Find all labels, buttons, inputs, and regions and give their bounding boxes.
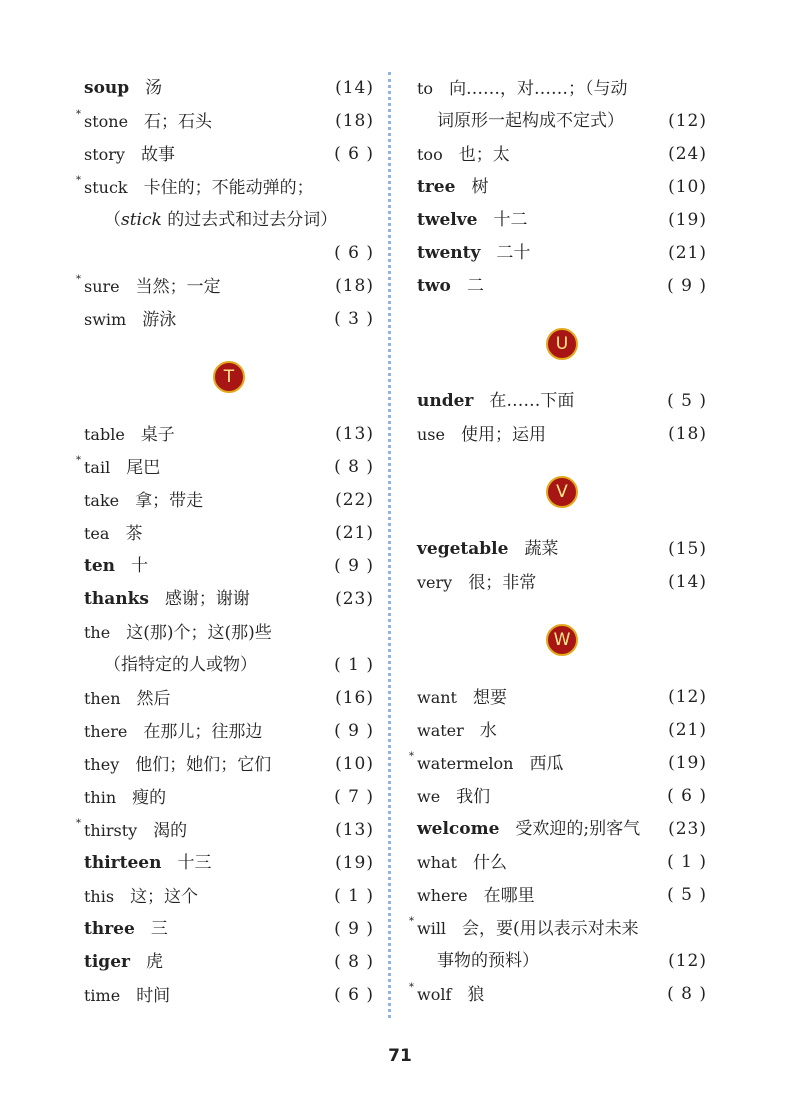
- entry-meaning-italic: stick: [121, 210, 162, 230]
- entry-page: ( 6 ): [667, 786, 707, 806]
- entry-meaning: 也；太: [458, 145, 510, 165]
- entry-page: ( 1 ): [667, 852, 707, 872]
- entry-word: want: [417, 688, 457, 707]
- entry-water: [417, 714, 707, 747]
- entry-word: ten: [84, 556, 116, 576]
- entry-meaning: 游泳: [142, 310, 177, 330]
- asterisk-mark: *: [76, 455, 81, 466]
- entry-meaning: 桌子: [140, 425, 175, 445]
- entry-word: thanks: [84, 589, 149, 609]
- entry-word: thin: [84, 788, 117, 807]
- entry-vegetable: [417, 533, 707, 566]
- entry-word: to: [417, 79, 434, 98]
- entry-where: [417, 879, 707, 912]
- entry-watermelon: [409, 747, 707, 780]
- entry-meaning: 瘦的: [132, 788, 167, 808]
- entry-page: (18): [668, 424, 707, 444]
- entry-meaning: 向……，对……；（与动: [449, 79, 628, 99]
- entry-wolf: [409, 978, 707, 1011]
- entry-meaning: 茶: [125, 524, 143, 544]
- entry-under: [417, 385, 707, 418]
- entry-word: take: [84, 491, 120, 510]
- entry-meaning: 尾巴: [126, 458, 161, 478]
- entry-meaning: 十: [131, 556, 149, 576]
- entry-page: (18): [335, 276, 374, 296]
- entry-word: stone: [84, 112, 129, 131]
- entry-meaning: 然后: [136, 689, 171, 709]
- entry-we: [417, 780, 707, 813]
- entry-meaning: 渴的: [153, 821, 188, 841]
- entry-twelve: [417, 204, 707, 237]
- entry-meaning: 十二: [493, 210, 528, 230]
- entry-meaning: 在哪里: [483, 886, 535, 906]
- entry-page: (19): [335, 853, 374, 873]
- entry-page: (23): [335, 589, 374, 609]
- entry-to-continuation: [417, 105, 707, 138]
- right-column: [409, 72, 707, 1011]
- entry-word: then: [84, 689, 121, 708]
- entry-page: (10): [668, 177, 707, 197]
- asterisk-mark: *: [76, 109, 81, 120]
- entry-page: ( 1 ): [334, 886, 374, 906]
- entry-meaning: 在那儿；往那边: [143, 722, 263, 742]
- entry-word: wolf: [417, 985, 452, 1004]
- entry-meaning: 西瓜: [529, 754, 564, 774]
- entry-meaning: （指特定的人或物）: [104, 655, 257, 675]
- entry-word: this: [84, 887, 115, 906]
- entry-word: stuck: [84, 178, 128, 197]
- entry-meaning: 故事: [140, 145, 175, 165]
- entry-word: under: [417, 391, 474, 411]
- entry-will: [409, 912, 707, 945]
- entry-stuck: [76, 171, 374, 204]
- entry-twenty: [417, 237, 707, 270]
- entry-word: thirsty: [84, 821, 138, 840]
- entry-page: ( 9 ): [334, 919, 374, 939]
- entry-meaning: 这(那)个；这(那)些: [126, 623, 272, 643]
- entry-will-continuation: [417, 945, 707, 978]
- entry-stuck-page-line: [84, 237, 374, 270]
- entry-page: (18): [335, 111, 374, 131]
- entry-thanks: [84, 583, 374, 616]
- entry-word: two: [417, 276, 451, 296]
- entry-three: [84, 913, 374, 946]
- entry-word: table: [84, 425, 125, 444]
- entry-meaning-rest: 的过去式和过去分词）: [161, 210, 338, 230]
- entry-welcome: [417, 813, 707, 846]
- entry-want: [417, 681, 707, 714]
- entry-meaning: 水: [479, 721, 497, 741]
- entry-thirsty: [76, 814, 374, 847]
- entry-page: ( 9 ): [334, 556, 374, 576]
- letter-badge-u: U: [546, 328, 578, 360]
- entry-page: ( 5 ): [667, 391, 707, 411]
- entry-page: ( 5 ): [667, 885, 707, 905]
- entry-page: (23): [668, 819, 707, 839]
- entry-stuck-continuation: [84, 204, 374, 237]
- entry-meaning: 卡住的；不能动弹的；: [143, 178, 314, 198]
- left-column: [76, 72, 374, 1012]
- letter-badge-v: V: [546, 476, 578, 508]
- entry-meaning: 受欢迎的;别客气: [515, 819, 641, 839]
- asterisk-mark: *: [76, 818, 81, 829]
- entry-ten: [84, 550, 374, 583]
- asterisk-mark: *: [76, 175, 81, 186]
- entry-page: (14): [668, 572, 707, 592]
- entry-use: [417, 418, 707, 451]
- entry-meaning: 这；这个: [130, 887, 199, 907]
- entry-thin: [84, 781, 374, 814]
- entry-meaning: 三: [150, 919, 168, 939]
- entry-this: [84, 880, 374, 913]
- entry-meaning: 时间: [136, 986, 171, 1006]
- entry-meaning: 感谢；谢谢: [164, 589, 250, 609]
- entry-page: (19): [668, 210, 707, 230]
- entry-word: tiger: [84, 952, 130, 972]
- entry-swim: [84, 303, 374, 336]
- entry-word: too: [417, 145, 443, 164]
- entry-meaning: 汤: [145, 78, 163, 98]
- section-header-w: [417, 599, 707, 681]
- entry-page: (15): [668, 539, 707, 559]
- entry-word: twelve: [417, 210, 478, 230]
- entry-word: sure: [84, 277, 120, 296]
- entry-page: (12): [668, 687, 707, 707]
- entry-tiger: [84, 946, 374, 979]
- entry-page: (22): [335, 490, 374, 510]
- entry-page: (21): [668, 243, 707, 263]
- entry-two: [417, 270, 707, 303]
- entry-page: ( 9 ): [334, 721, 374, 741]
- entry-very: [417, 566, 707, 599]
- entry-sure: [76, 270, 374, 303]
- entry-meaning: 拿；带走: [135, 491, 204, 511]
- asterisk-mark: *: [76, 274, 81, 285]
- entry-table: [84, 418, 374, 451]
- asterisk-mark: *: [409, 751, 414, 762]
- entry-page: ( 8 ): [334, 952, 374, 972]
- entry-the: [84, 616, 374, 649]
- entry-word: vegetable: [417, 539, 509, 559]
- entry-word: story: [84, 145, 125, 164]
- entry-tree: [417, 171, 707, 204]
- entry-word: they: [84, 755, 120, 774]
- entry-page: (21): [668, 720, 707, 740]
- entry-meaning: 二十: [496, 243, 531, 263]
- entry-meaning: 想要: [472, 688, 507, 708]
- entry-meaning-open: （: [104, 210, 121, 230]
- entry-page: ( 7 ): [334, 787, 374, 807]
- section-header-u: [417, 303, 707, 385]
- entry-word: swim: [84, 310, 127, 329]
- entry-word: will: [417, 919, 447, 938]
- section-header-t: [84, 336, 374, 418]
- entry-page: ( 8 ): [667, 984, 707, 1004]
- entry-meaning: 在……下面: [489, 391, 575, 411]
- entry-word: tea: [84, 524, 110, 543]
- entry-thirteen: [84, 847, 374, 880]
- entry-word: very: [417, 573, 453, 592]
- entry-then: [84, 682, 374, 715]
- entry-meaning: 事物的预料）: [437, 951, 539, 971]
- entry-word: soup: [84, 78, 130, 98]
- entry-meaning: 很；非常: [468, 573, 537, 593]
- entry-meaning: 十三: [177, 853, 212, 873]
- entry-page: (12): [668, 111, 707, 131]
- entry-page: (12): [668, 951, 707, 971]
- column-divider: [388, 72, 391, 1018]
- entry-page: (19): [668, 753, 707, 773]
- letter-badge-t: T: [213, 361, 245, 393]
- entry-meaning: 虎: [145, 952, 163, 972]
- entry-there: [84, 715, 374, 748]
- entry-page: (24): [668, 144, 707, 164]
- entry-take: [84, 484, 374, 517]
- entry-too: [417, 138, 707, 171]
- entry-word: the: [84, 623, 111, 642]
- entry-word: twenty: [417, 243, 481, 263]
- entry-meaning: 词原形一起构成不定式）: [437, 111, 624, 131]
- entry-word: tree: [417, 177, 456, 197]
- entry-page: ( 6 ): [334, 144, 374, 164]
- entry-meaning: 我们: [456, 787, 491, 807]
- entry-meaning: 当然；一定: [135, 277, 221, 297]
- entry-page: (14): [335, 78, 374, 98]
- entry-page: (13): [335, 424, 374, 444]
- entry-page: (21): [335, 523, 374, 543]
- entry-word: what: [417, 853, 457, 872]
- entry-page: ( 1 ): [334, 655, 374, 675]
- entry-meaning: 树: [471, 177, 489, 197]
- asterisk-mark: *: [409, 916, 414, 927]
- entry-word: where: [417, 886, 468, 905]
- entry-page: (10): [335, 754, 374, 774]
- asterisk-mark: *: [409, 982, 414, 993]
- entry-page: ( 9 ): [667, 276, 707, 296]
- entry-word: we: [417, 787, 441, 806]
- entry-story: [84, 138, 374, 171]
- entry-word: three: [84, 919, 135, 939]
- entry-page: ( 3 ): [334, 309, 374, 329]
- entry-word: use: [417, 425, 445, 444]
- entry-stone: [76, 105, 374, 138]
- entry-meaning: 使用；运用: [460, 425, 546, 445]
- entry-soup: [84, 72, 374, 105]
- entry-meaning: 狼: [467, 985, 485, 1005]
- section-header-v: [417, 451, 707, 533]
- entry-word: thirteen: [84, 853, 162, 873]
- entry-word: time: [84, 986, 121, 1005]
- entry-page: ( 8 ): [334, 457, 374, 477]
- entry-they: [84, 748, 374, 781]
- entry-time: [84, 979, 374, 1012]
- entry-to: [417, 72, 707, 105]
- entry-word: welcome: [417, 819, 500, 839]
- entry-tail: [76, 451, 374, 484]
- letter-badge-w: W: [546, 624, 578, 656]
- entry-the-continuation: [84, 649, 374, 682]
- entry-tea: [84, 517, 374, 550]
- entry-word: there: [84, 722, 128, 741]
- entry-what: [417, 846, 707, 879]
- entry-word: watermelon: [417, 754, 514, 773]
- entry-meaning: 蔬菜: [524, 539, 559, 559]
- entry-meaning: 什么: [472, 853, 507, 873]
- page-number: 71: [388, 1046, 412, 1066]
- entry-meaning: 他们；她们；它们: [135, 755, 272, 775]
- entry-page: (16): [335, 688, 374, 708]
- entry-page: ( 6 ): [334, 985, 374, 1005]
- entry-meaning: 会，要(用以表示对未来: [462, 919, 639, 939]
- entry-meaning: 二: [466, 276, 484, 296]
- entry-word: water: [417, 721, 464, 740]
- entry-word: tail: [84, 458, 111, 477]
- entry-meaning: 石；石头: [144, 112, 213, 132]
- entry-page: ( 6 ): [334, 243, 374, 263]
- entry-page: (13): [335, 820, 374, 840]
